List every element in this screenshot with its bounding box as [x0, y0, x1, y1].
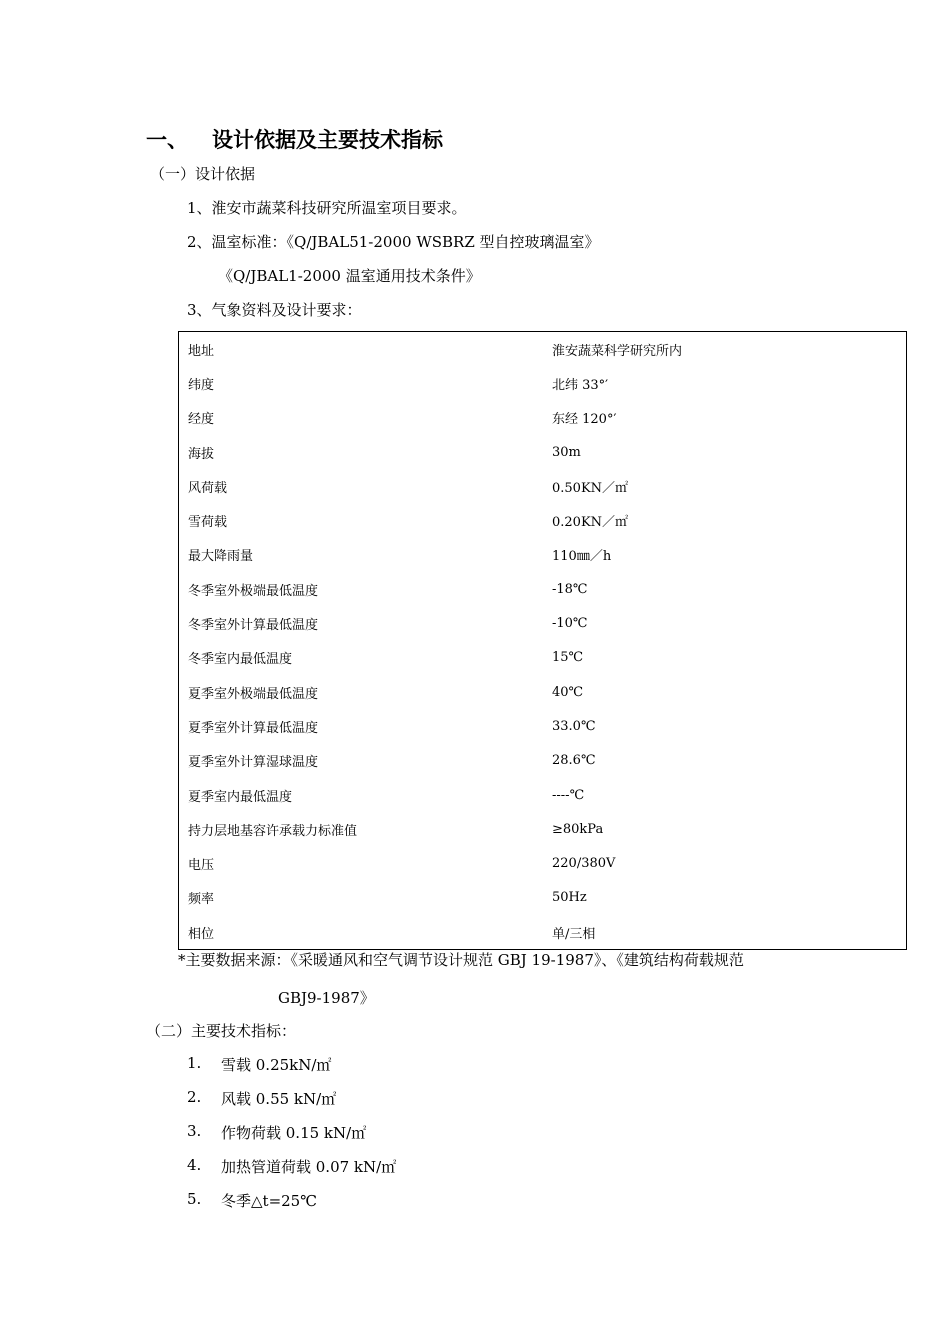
parameter-value: 50Hz: [552, 890, 587, 906]
table-row: [179, 469, 907, 503]
list-item-number: 5.: [187, 1190, 202, 1208]
parameter-value: 40℃: [552, 684, 584, 700]
parameter-value: 淮安蔬菜科学研究所内: [552, 343, 683, 359]
parameter-value: 0.20KN／㎡: [552, 515, 629, 531]
table-row: [179, 435, 907, 469]
parameter-name: 夏季室外极端最低温度: [188, 686, 319, 702]
table-row: [179, 881, 907, 915]
parameter-name: 夏季室外计算湿球温度: [188, 755, 319, 771]
table-body: [179, 332, 907, 950]
parameter-value: 0.50KN／㎡: [552, 480, 629, 496]
parameter-name: 电压: [188, 858, 215, 874]
parameter-value: 15℃: [552, 650, 584, 666]
parameter-value: -10℃: [552, 616, 588, 632]
parameter-name: 夏季室外计算最低温度: [188, 720, 319, 736]
table-row: [179, 744, 907, 778]
list-item-number: 3.: [187, 1122, 202, 1140]
table-row: [179, 401, 907, 435]
parameter-value: ≥80kPa: [552, 821, 604, 837]
parameter-name: 雪荷载: [188, 515, 228, 531]
parameter-name: 冬季室外极端最低温度: [188, 583, 319, 599]
table-row: [179, 778, 907, 812]
heading-number: 一、: [146, 128, 188, 152]
parameter-value: 北纬 33°′: [552, 377, 609, 393]
table-row: [179, 675, 907, 709]
list-item-text: 雪载 0.25kN/㎡: [221, 1056, 332, 1074]
parameter-name: 纬度: [188, 377, 215, 393]
parameter-value: 220/380V: [552, 856, 616, 872]
parameter-value: 30m: [552, 444, 581, 460]
list-item-number: 1.: [187, 1054, 202, 1072]
parameter-name: 冬季室外计算最低温度: [188, 618, 319, 634]
table-row: [179, 709, 907, 743]
section2-title: （二）主要技术指标：: [146, 1022, 297, 1040]
table-row: [179, 572, 907, 606]
list-item-text: 风载 0.55 kN/㎡: [221, 1090, 337, 1108]
table-row: [179, 641, 907, 675]
parameter-value: 东经 120°′: [552, 412, 617, 428]
parameter-name: 海拔: [188, 446, 215, 462]
list-item-text: 冬季△t=25℃: [221, 1192, 317, 1210]
parameter-value: 110㎜／h: [552, 549, 612, 565]
parameter-value: ----℃: [552, 787, 585, 803]
list-item-text: 加热管道荷载 0.07 kN/㎡: [221, 1158, 397, 1176]
parameter-name: 相位: [188, 926, 215, 942]
climate-parameters-table: [178, 331, 907, 950]
basis-item-2: 2、温室标准：《Q/JBAL51-2000 WSBRZ 型自控玻璃温室》: [187, 233, 600, 251]
data-source-note-continued: GBJ9-1987》: [278, 989, 375, 1007]
parameter-name: 夏季室内最低温度: [188, 789, 293, 805]
table-row: [179, 366, 907, 400]
table-row: [179, 503, 907, 537]
parameter-name: 经度: [188, 412, 215, 428]
basis-item-3: 3、气象资料及设计要求：: [187, 301, 362, 319]
parameter-name: 频率: [188, 892, 215, 908]
list-item-number: 4.: [187, 1156, 202, 1174]
parameter-name: 风荷载: [188, 480, 228, 496]
page-title: 设计依据及主要技术指标: [212, 128, 443, 152]
parameter-name: 持力层地基容许承载力标准值: [188, 823, 358, 839]
parameter-value: 28.6℃: [552, 753, 596, 769]
list-item-text: 作物荷载 0.15 kN/㎡: [221, 1124, 367, 1142]
parameter-value: 单/三相: [552, 926, 596, 942]
parameter-name: 最大降雨量: [188, 549, 254, 565]
parameter-name: 冬季室内最低温度: [188, 652, 293, 668]
basis-item-1: 1、淮安市蔬菜科技研究所温室项目要求。: [187, 199, 467, 217]
list-item-number: 2.: [187, 1088, 202, 1106]
table-row: [179, 332, 907, 367]
table-row: [179, 606, 907, 640]
table-row: [179, 812, 907, 846]
table-row: [179, 915, 907, 950]
section1-title: （一）设计依据: [150, 165, 256, 183]
table-row: [179, 846, 907, 880]
parameter-name: 地址: [188, 343, 215, 359]
table-row: [179, 538, 907, 572]
parameter-value: -18℃: [552, 581, 588, 597]
data-source-note: *主要数据来源：《采暖通风和空气调节设计规范 GBJ 19-1987》、《建筑结构荷载规范: [178, 951, 744, 969]
parameter-value: 33.0℃: [552, 718, 596, 734]
basis-item-2-continued: 《Q/JBAL1-2000 温室通用技术条件》: [218, 267, 481, 285]
